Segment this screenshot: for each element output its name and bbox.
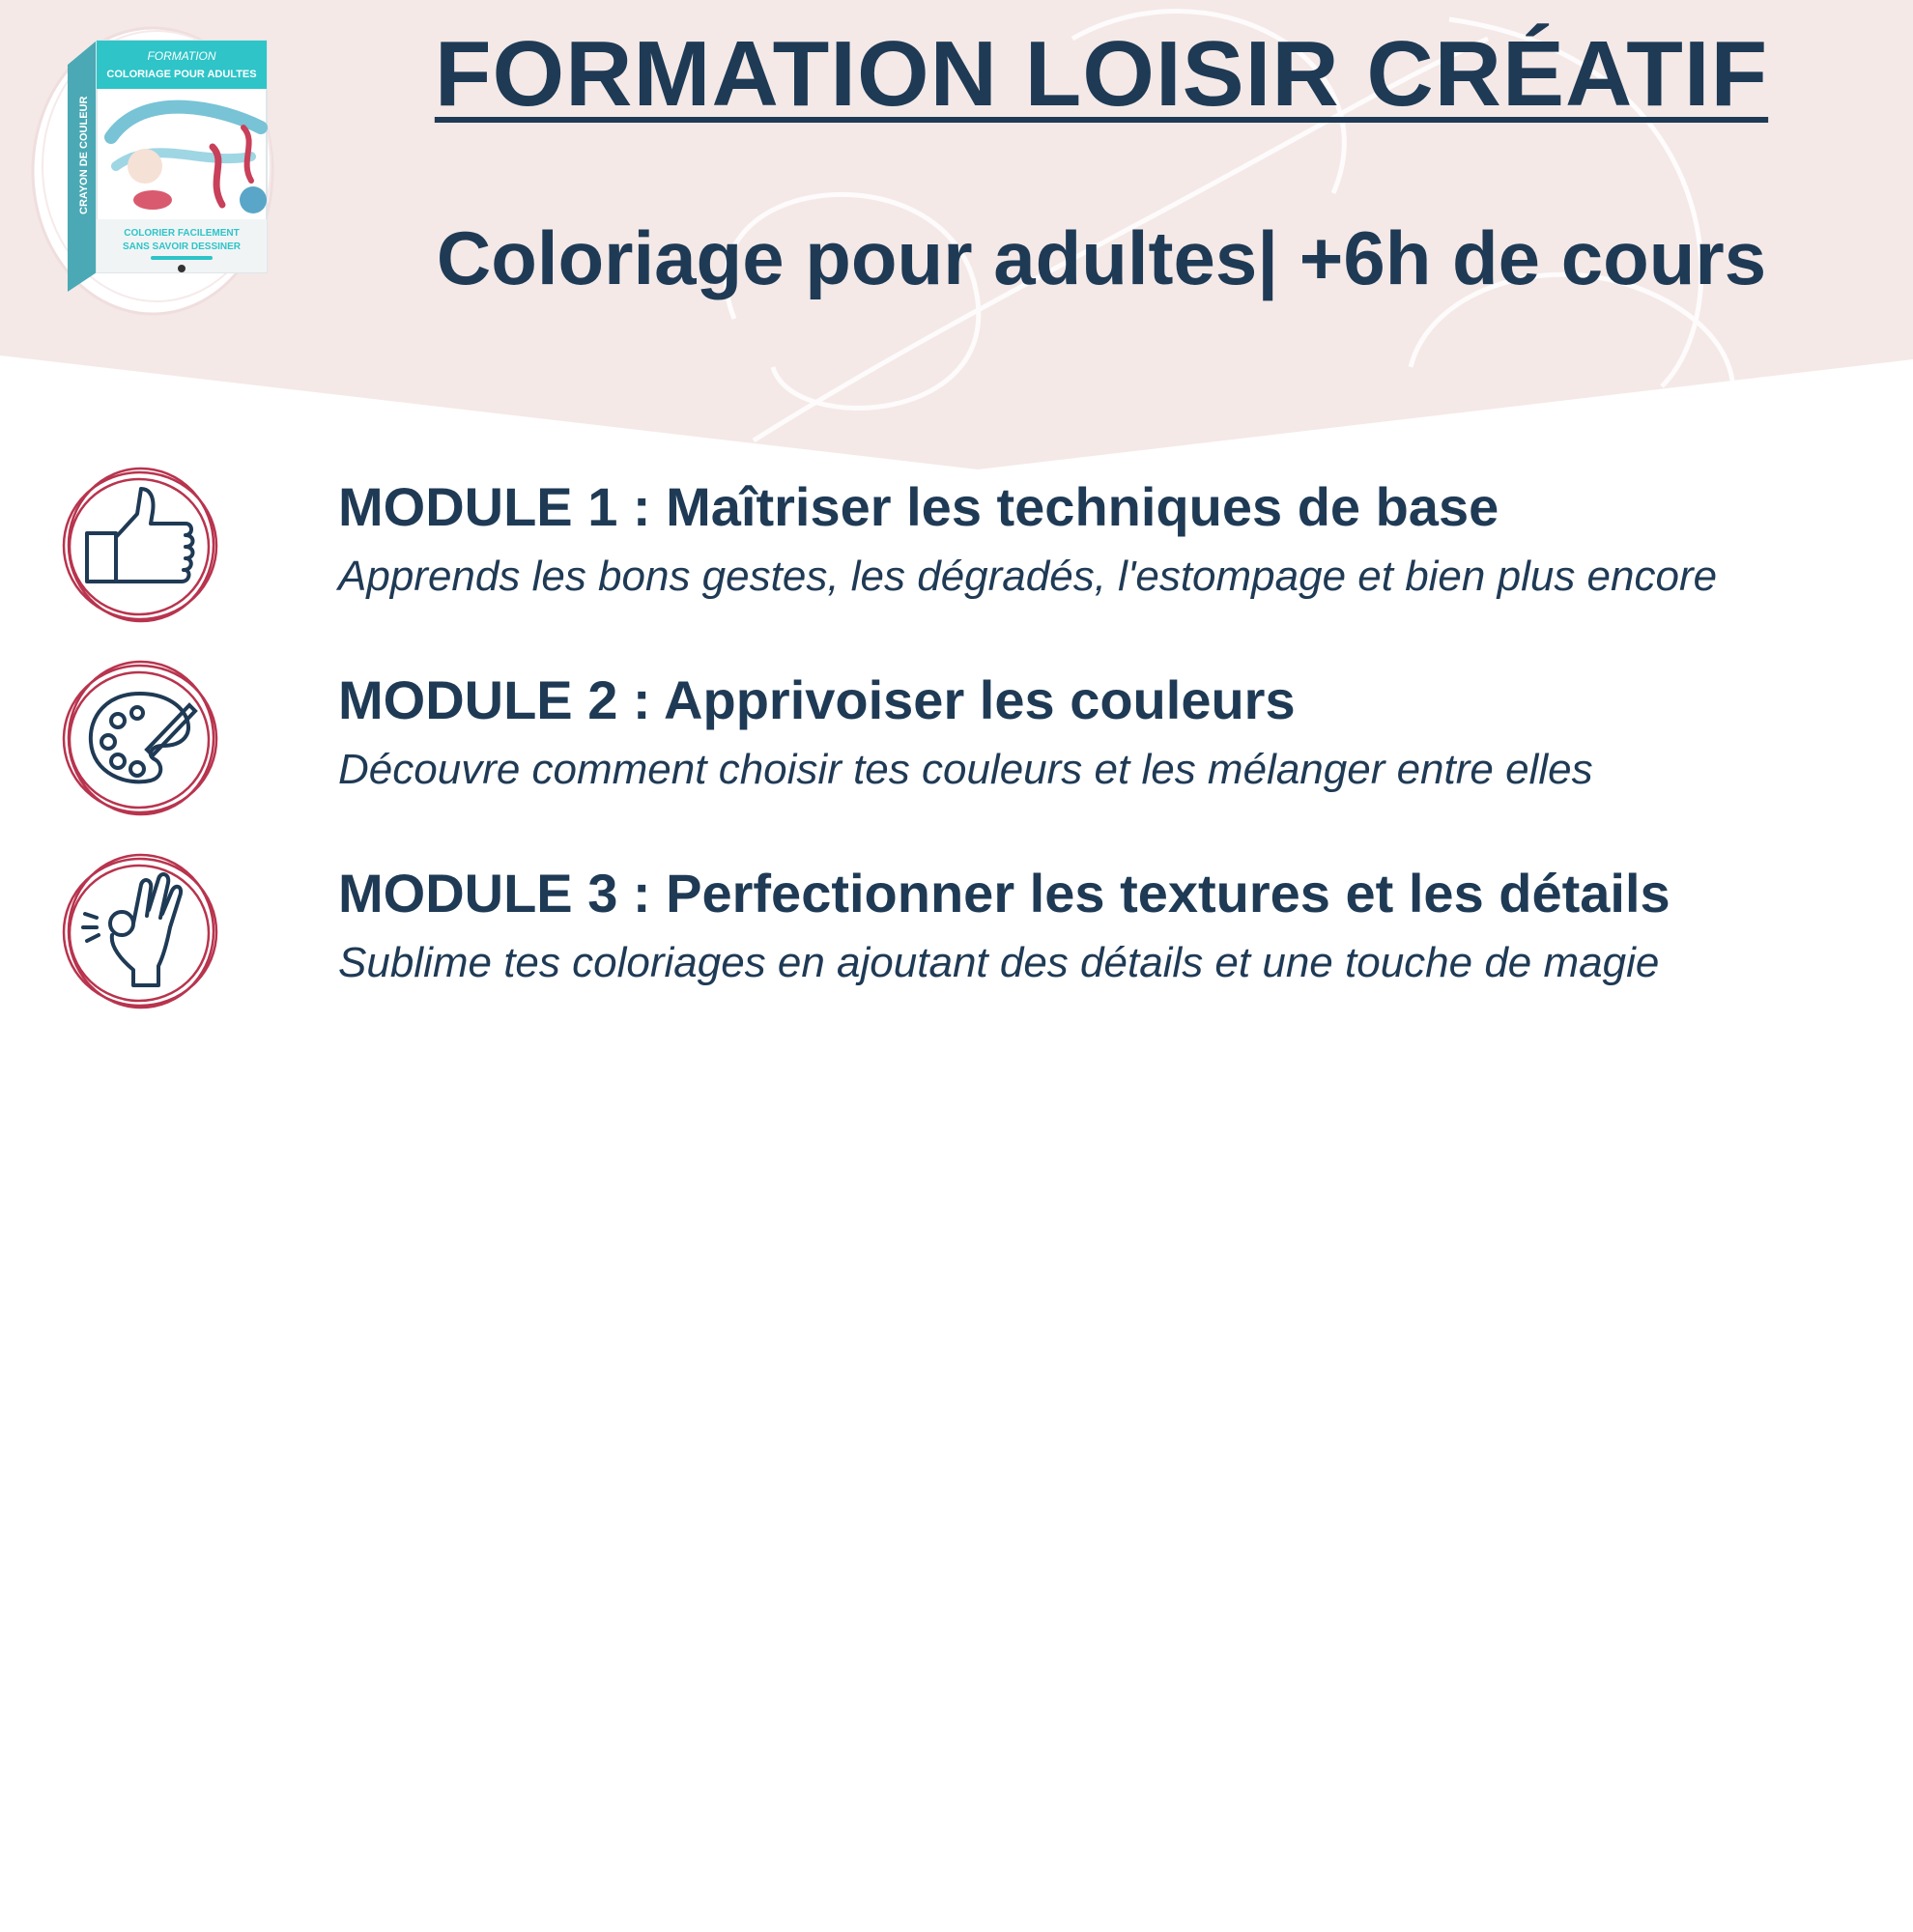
box-bottom-line1: COLORIER FACILEMENT (124, 228, 240, 239)
page-title: FORMATION LOISIR CRÉATIF (434, 22, 1769, 126)
module-2-description: Découvre comment choisir tes couleurs et les mélanger entre elles (338, 746, 1593, 793)
ok-hand-icon (58, 850, 222, 1014)
module-3-title: MODULE 3 : Perfectionner les textures et les détails (338, 863, 1670, 923)
box-top-title: COLORIAGE POUR ADULTES (106, 69, 257, 80)
module-2-title: MODULE 2 : Apprivoiser les couleurs (338, 669, 1296, 730)
product-box-image (29, 21, 280, 321)
module-1-description: Apprends les bons gestes, les dégradés, l'estompage et bien plus encore (338, 553, 1718, 600)
box-side-text: CRAYON DE COULEUR (78, 96, 90, 214)
page-subtitle: Coloriage pour adultes| +6h de cours (436, 215, 1767, 300)
module-3-description: Sublime tes coloriages en ajoutant des détails et une touche de magie (338, 939, 1660, 986)
module-2 (0, 657, 1913, 821)
module-1 (0, 464, 1913, 628)
module-3 (0, 850, 1913, 1014)
palette-icon (58, 657, 222, 821)
box-top-line: FORMATION (147, 49, 216, 63)
thumbs-up-icon (58, 464, 222, 628)
module-1-title: MODULE 1 : Maîtriser les techniques de base (338, 476, 1499, 537)
box-bottom-line2: SANS SAVOIR DESSINER (122, 242, 242, 252)
